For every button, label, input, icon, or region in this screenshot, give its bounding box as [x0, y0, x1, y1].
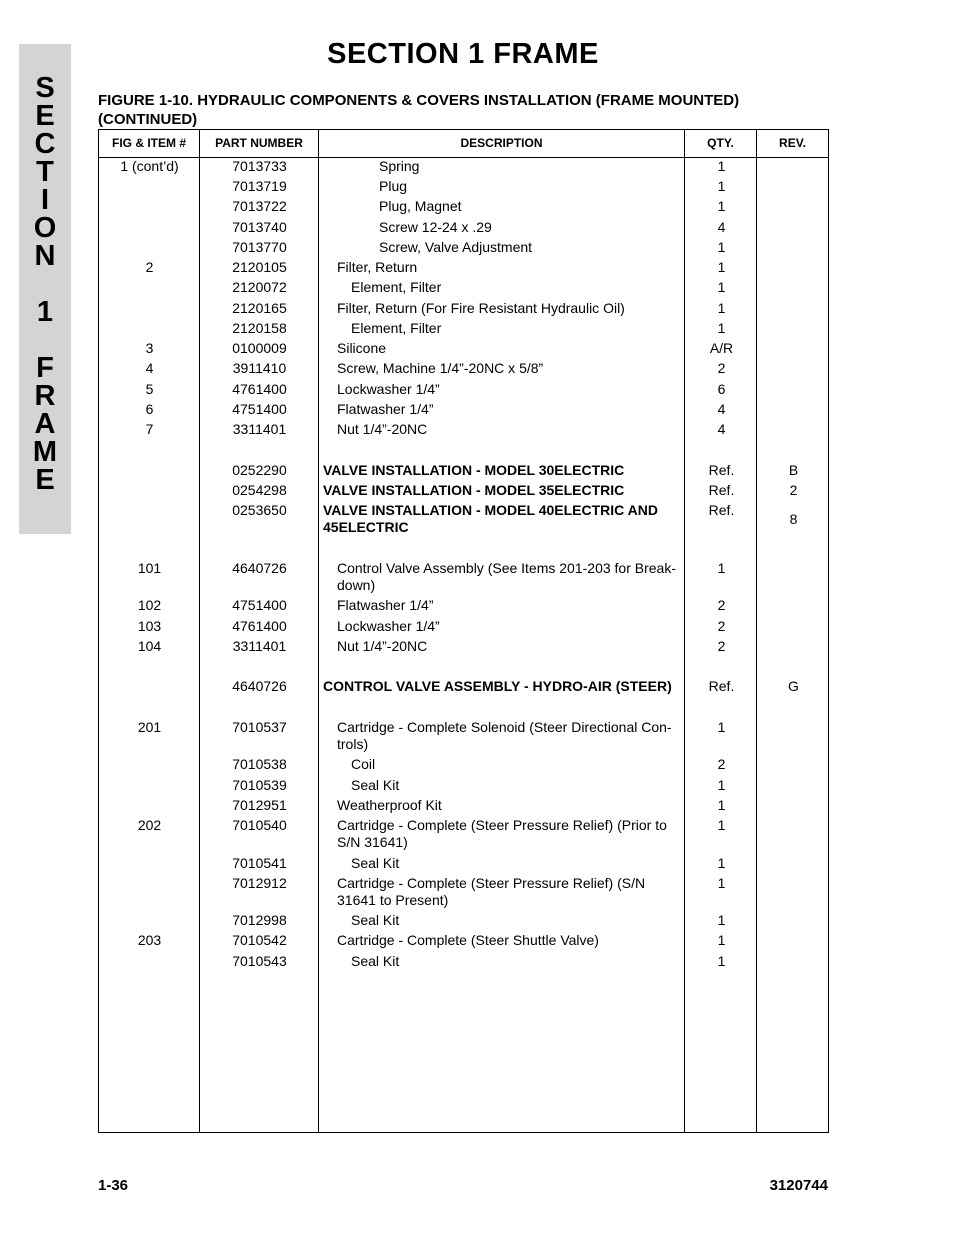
qty-cell: 1 [717, 777, 726, 793]
description-cell: Coil [351, 756, 376, 772]
description-cell: Plug [379, 178, 408, 194]
description-cell: Lockwasher 1/4” [337, 618, 440, 634]
description-cell: Filter, Return (For Fire Resistant Hydraulic Oil) [337, 300, 625, 316]
description-cell: VALVE INSTALLATION - MODEL 30ELECTRIC [323, 462, 625, 478]
rev-cell: B [788, 462, 799, 478]
qty-cell: 1 [717, 817, 726, 833]
side-tab-letter: E [35, 464, 55, 496]
description-cell: Nut 1/4”-20NC [337, 421, 428, 437]
qty-cell: Ref. [708, 502, 735, 518]
part-number-cell: 4761400 [232, 618, 287, 634]
part-number-cell: 7010539 [232, 777, 287, 793]
header-part-number: PART NUMBER [215, 136, 303, 150]
fig-item-cell: 202 [137, 817, 162, 833]
part-number-cell: 7012951 [232, 797, 287, 813]
qty-cell: 1 [717, 300, 726, 316]
qty-cell: 1 [717, 259, 726, 275]
description-cell: Seal Kit [351, 855, 400, 871]
qty-cell: 4 [717, 401, 726, 417]
side-tab-letter [19, 270, 71, 298]
part-number-cell: 2120105 [232, 259, 287, 275]
qty-cell: 6 [717, 381, 726, 397]
side-tab-letter: N [34, 240, 56, 272]
description-cell: Screw 12-24 x .29 [379, 219, 492, 235]
description-cell: Cartridge - Complete (Steer Shuttle Valve) [337, 932, 599, 948]
qty-cell: 2 [717, 756, 726, 772]
description-cell: VALVE INSTALLATION - MODEL 40ELECTRIC AND 45ELECTRIC [323, 502, 658, 535]
header-qty: QTY. [707, 136, 734, 150]
part-number-cell: 7013722 [232, 198, 287, 214]
part-number-cell: 0254298 [232, 482, 287, 498]
description-cell: Seal Kit [351, 953, 400, 969]
qty-cell: 1 [717, 912, 726, 928]
qty-cell: 1 [717, 320, 726, 336]
side-tab-letter: I [40, 184, 50, 216]
side-tab-letter [19, 326, 71, 354]
parts-table [98, 129, 829, 1133]
fig-item-cell: 2 [145, 259, 154, 275]
description-cell: Nut 1/4”-20NC [337, 638, 428, 654]
qty-cell: 1 [717, 953, 726, 969]
side-tab-letters [19, 74, 71, 494]
part-number-cell: 7013733 [232, 158, 287, 174]
rev-cell: 2 [789, 482, 798, 498]
description-cell: Flatwasher 1/4” [337, 401, 434, 417]
fig-item-cell: 6 [145, 401, 154, 417]
part-number-cell: 0100009 [232, 340, 287, 356]
part-number-cell: 0253650 [232, 502, 287, 518]
header-fig-item: FIG & ITEM # [111, 136, 186, 150]
part-number-cell: 7010541 [232, 855, 287, 871]
part-number-cell: 7010538 [232, 756, 287, 772]
section-side-tab [19, 44, 71, 534]
part-number-cell: 2120072 [232, 279, 287, 295]
qty-cell: 1 [717, 178, 726, 194]
page-title: SECTION 1 FRAME [327, 38, 599, 70]
qty-cell: 1 [717, 875, 726, 891]
description-cell: Cartridge - Complete (Steer Pressure Relief) (S/N 31641 to Present) [337, 875, 646, 908]
part-number-cell: 2120165 [232, 300, 287, 316]
description-cell: Lockwasher 1/4” [337, 381, 440, 397]
fig-item-cell: 102 [137, 597, 162, 613]
part-number-cell: 7010543 [232, 953, 287, 969]
description-cell: CONTROL VALVE ASSEMBLY - HYDRO-AIR (STEER) [323, 678, 672, 694]
side-tab-letter: A [34, 408, 56, 440]
fig-item-cell: 101 [137, 560, 162, 576]
qty-cell: 1 [717, 797, 726, 813]
fig-item-cell: 5 [145, 381, 154, 397]
qty-cell: Ref. [708, 678, 735, 694]
rev-cell: 8 [789, 511, 798, 527]
side-tab-letter: R [34, 380, 56, 412]
fig-item-cell: 103 [137, 618, 162, 634]
qty-cell: 4 [717, 219, 726, 235]
part-number-cell: 7010540 [232, 817, 287, 833]
figure-title: FIGURE 1-10. HYDRAULIC COMPONENTS & COVERS INSTALLATION (FRAME MOUNTED) (CONTINUED) [98, 92, 740, 128]
qty-cell: 4 [717, 421, 726, 437]
side-tab-letter: E [35, 100, 55, 132]
side-tab-letter: M [32, 436, 58, 468]
qty-cell: 1 [717, 158, 726, 174]
description-cell: Control Valve Assembly (See Items 201-203 for Break-down) [337, 560, 677, 593]
side-tab-letter: F [36, 352, 54, 384]
part-number-cell: 4761400 [232, 381, 287, 397]
qty-cell: 2 [717, 618, 726, 634]
qty-cell: 1 [717, 239, 726, 255]
description-cell: Filter, Return [337, 259, 418, 275]
fig-item-cell: 4 [145, 360, 154, 376]
part-number-cell: 3911410 [232, 360, 287, 376]
description-cell: Silicone [337, 340, 387, 356]
part-number-cell: 7010537 [232, 719, 287, 735]
description-cell: Spring [379, 158, 420, 174]
document-number: 3120744 [769, 1177, 828, 1194]
qty-cell: A/R [709, 340, 734, 356]
description-cell: Cartridge - Complete (Steer Pressure Relief) (Prior to S/N 31641) [337, 817, 667, 850]
part-number-cell: 4640726 [232, 678, 287, 694]
part-number-cell: 0252290 [232, 462, 287, 478]
qty-cell: 1 [717, 279, 726, 295]
qty-cell: 1 [717, 560, 726, 576]
qty-cell: 2 [717, 360, 726, 376]
fig-item-cell: 104 [137, 638, 162, 654]
part-number-cell: 3311401 [232, 421, 287, 437]
fig-item-cell: 1 (cont’d) [120, 158, 179, 174]
part-number-cell: 2120158 [232, 320, 287, 336]
part-number-cell: 7012998 [232, 912, 287, 928]
description-cell: Element, Filter [351, 279, 442, 295]
fig-item-cell: 3 [145, 340, 154, 356]
qty-cell: 1 [717, 932, 726, 948]
description-cell: Seal Kit [351, 777, 400, 793]
part-number-cell: 4751400 [232, 597, 287, 613]
qty-cell: Ref. [708, 462, 735, 478]
side-tab-letter: O [33, 212, 57, 244]
part-number-cell: 4751400 [232, 401, 287, 417]
header-rev: REV. [779, 136, 806, 150]
fig-item-cell: 201 [137, 719, 162, 735]
part-number-cell: 7010542 [232, 932, 287, 948]
qty-cell: 1 [717, 855, 726, 871]
description-cell: Cartridge - Complete Solenoid (Steer Directional Con-trols) [337, 719, 672, 752]
qty-cell: 1 [717, 719, 726, 735]
header-description: DESCRIPTION [460, 136, 543, 150]
part-number-cell: 7013719 [232, 178, 287, 194]
description-cell: Element, Filter [351, 320, 442, 336]
description-cell: Screw, Machine 1/4”-20NC x 5/8” [337, 360, 544, 376]
qty-cell: 1 [717, 198, 726, 214]
fig-item-cell: 7 [145, 421, 154, 437]
description-cell: VALVE INSTALLATION - MODEL 35ELECTRIC [323, 482, 625, 498]
description-cell: Plug, Magnet [379, 198, 462, 214]
part-number-cell: 3311401 [232, 638, 287, 654]
description-cell: Weatherproof Kit [337, 797, 442, 813]
rev-cell: G [788, 678, 799, 694]
fig-item-cell: 203 [137, 932, 162, 948]
part-number-cell: 7012912 [232, 875, 287, 891]
page-number: 1-36 [98, 1177, 129, 1194]
side-tab-letter: 1 [36, 296, 54, 328]
description-cell: Seal Kit [351, 912, 400, 928]
description-cell: Flatwasher 1/4” [337, 597, 434, 613]
part-number-cell: 7013740 [232, 219, 287, 235]
part-number-cell: 7013770 [232, 239, 287, 255]
description-cell: Screw, Valve Adjustment [379, 239, 533, 255]
side-tab-letter: T [36, 156, 54, 188]
qty-cell: Ref. [708, 482, 735, 498]
qty-cell: 2 [717, 597, 726, 613]
side-tab-letter: S [35, 72, 55, 104]
part-number-cell: 4640726 [232, 560, 287, 576]
side-tab-letter: C [34, 128, 56, 160]
qty-cell: 2 [717, 638, 726, 654]
